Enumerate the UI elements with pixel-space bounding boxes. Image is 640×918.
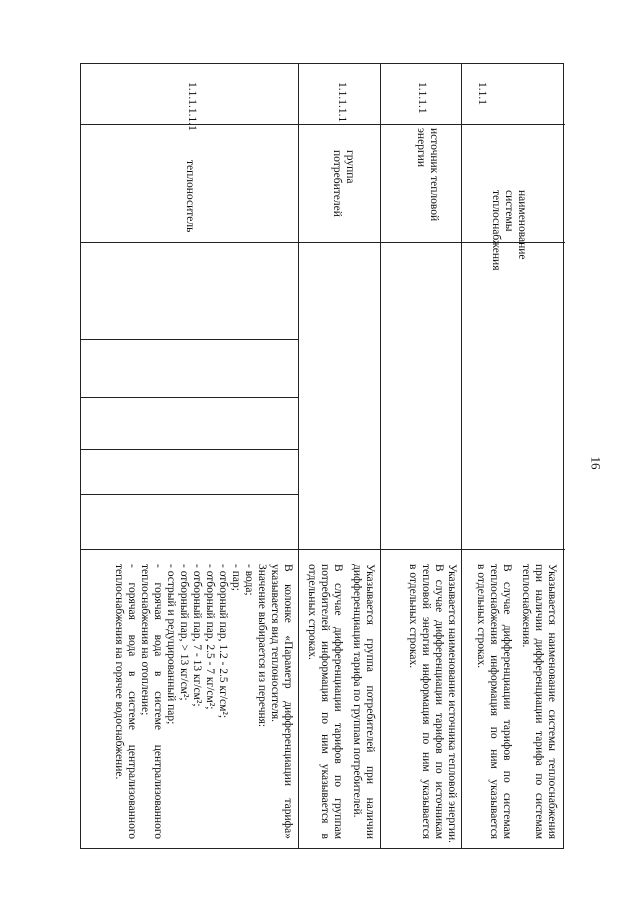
row-description: Указывается наименование источника тепловой энергии. В случае дифференциации тарифов по источникам тепловой энергии информация по ним указывается в отдельных строках.	[407, 564, 458, 844]
row-description: В колонке «Параметр дифференциации тарифа» указывается вид теплоносителя. Значение выбирается из перечня: - вода; - пар; - отборный пар, 1.2 - 2.5 кг/см²; - отборный пар, 2.5 - 7 кг/см²; - отборный пар, 7 - 13 кг/см²; - отборный пар, > 13 кг/см²; - острый и редуцированный пар; - горячая вода в системе централизованного теплоснабжения на отопление; - горячая вода в системе централизованного теплоснабжения на горячее водоснабжение.	[113, 564, 294, 839]
row-description: Указывается наименование системы теплоснабжения при наличии дифференциации тарифа по системам теплоснабжения. В случае дифференциации тарифов по системам теплоснабжения информация по ним указывается в отдельных строках.	[475, 564, 558, 839]
row-divider	[461, 64, 462, 848]
row-description: Указывается группа потребителей при наличии дифференциации тарифа по группам потребителей. В случае дифференциации тарифов по группам потребителей информация по ним указывается в отдельных строках.	[306, 564, 376, 839]
page-number: 16	[588, 456, 604, 470]
row-code: 1.1.1	[476, 82, 488, 105]
row-divider	[298, 64, 299, 848]
row-divider	[380, 64, 381, 848]
inner-divider	[81, 494, 298, 495]
row-code: 1.1.1.1.1.1	[186, 82, 198, 131]
column-divider	[81, 124, 565, 125]
param-name: группа потребителей	[331, 150, 356, 217]
inner-divider	[81, 397, 298, 398]
row-code: 1.1.1.1	[416, 82, 428, 114]
column-divider	[81, 549, 565, 550]
param-name: источник тепловой энергии	[415, 128, 440, 222]
inner-divider	[81, 449, 298, 450]
row-code: 1.1.1.1.1	[336, 82, 348, 123]
inner-divider	[81, 339, 298, 340]
param-name: наименование системы теплоснабжения	[490, 190, 528, 271]
param-name: теплоноситель	[184, 160, 196, 233]
